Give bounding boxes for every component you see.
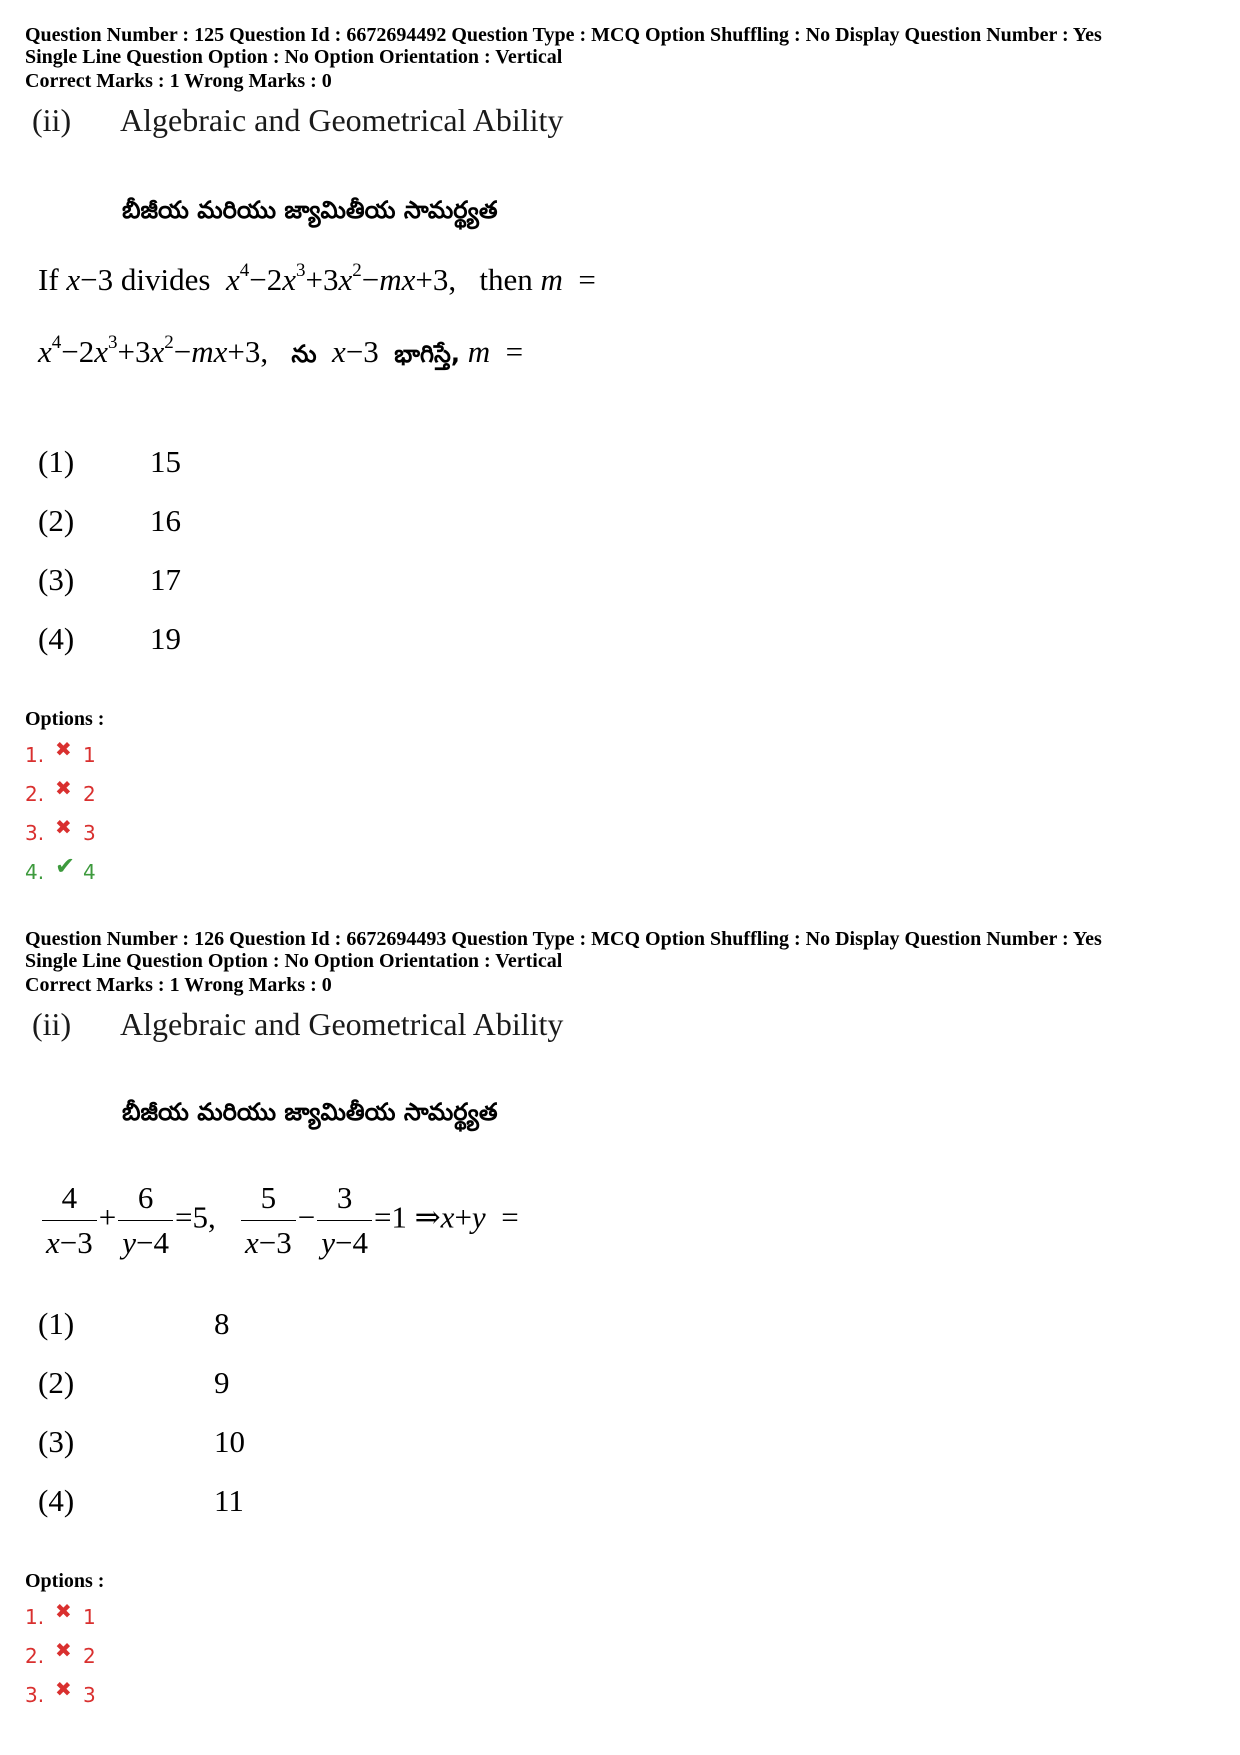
q125-te-nu: ను [291,340,317,368]
q125-question-english: If x−3 divides $x^4-2x^3+3x^2-mx+3$, then m = [38,260,596,297]
choice-value: 17 [150,562,181,597]
q126-section-number: (ii) [32,1006,72,1042]
cross-icon: ✖ [55,737,72,761]
q126-option-3 [25,1677,96,1707]
cross-icon: ✖ [55,1599,72,1623]
q126-option-2 [25,1638,96,1668]
choice-value: 10 [214,1424,245,1459]
check-icon: ✔ [55,852,76,880]
option-number: 2. [25,782,45,806]
cross-icon: ✖ [55,1638,72,1662]
option-number: 1. [25,743,45,767]
q126-section-title: Algebraic and Geometrical Ability [120,1006,564,1042]
q126-choice-4 [38,1483,244,1519]
q125-section-telugu: బీజీయ మరియు జ్యామితీయ సామర్థ్యత [122,196,498,224]
q125-option-4 [25,852,96,884]
q125-option-2 [25,776,96,806]
choice-value: 8 [214,1306,230,1341]
q126-section-heading [32,1006,563,1043]
option-value: 4 [83,860,96,884]
choice-value: 19 [150,621,181,656]
q125-meta-line2: Single Line Question Option : No Option Orientation : Vertical [25,46,563,68]
q126-question-equation: $\frac{4}{x-3}$ + $\frac{6}{y-4}$ =5, $\frac{5}{x-3}$ − $\frac{3}{y-4}$ =1 ⇒x+y = [40,1180,519,1261]
q126-option-1 [25,1599,96,1629]
q126-choice-1 [38,1306,230,1342]
q126-meta-line3: Correct Marks : 1 Wrong Marks : 0 [25,974,332,996]
q126-choice-3 [38,1424,245,1460]
q125-section-number: (ii) [32,102,72,138]
choice-number: (3) [38,562,75,597]
fraction: $\frac{5}{x-3}$ [241,1180,296,1261]
option-number: 2. [25,1644,45,1668]
choice-number: (4) [38,1483,75,1518]
cross-icon: ✖ [55,776,72,800]
choice-value: 15 [150,444,181,479]
fraction: $\frac{6}{y-4}$ [118,1180,173,1261]
option-number: 3. [25,821,45,845]
q125-meta-line3: Correct Marks : 1 Wrong Marks : 0 [25,70,332,92]
option-value: 1 [83,743,96,767]
q126-choice-2 [38,1365,230,1401]
q125-question-telugu: $x^4-2x^3+3x^2-mx+3$, ను x−3 భాగిస్తే, m = [38,332,524,369]
fraction: $\frac{4}{x-3}$ [42,1180,97,1261]
q126-meta-line1: Question Number : 126 Question Id : 6672694493 Question Type : MCQ Option Shuffling : No Display Question Number : Yes [25,928,1102,950]
cross-icon: ✖ [55,815,72,839]
option-number: 1. [25,1605,45,1629]
option-value: 1 [83,1605,96,1629]
choice-number: (2) [38,1365,75,1400]
option-value: 2 [83,1644,96,1668]
option-number: 3. [25,1683,45,1707]
choice-value: 9 [214,1365,230,1400]
q125-if: If [38,262,59,297]
q125-te-bhagiste: భాగిస్తే, [394,340,460,368]
q125-choice-3 [38,562,181,598]
q125-section-title: Algebraic and Geometrical Ability [120,102,564,138]
cross-icon: ✖ [55,1677,72,1701]
choice-number: (1) [38,444,75,479]
choice-number: (4) [38,621,75,656]
choice-value: 11 [214,1483,244,1518]
option-value: 3 [83,1683,96,1707]
q126-meta-line2: Single Line Question Option : No Option Orientation : Vertical [25,950,563,972]
option-number: 4. [25,860,45,884]
q125-option-1 [25,737,96,767]
choice-number: (1) [38,1306,75,1341]
choice-value: 16 [150,503,181,538]
q125-then: then [479,262,533,297]
q125-options-label: Options : [25,708,105,730]
q125-section-heading [32,102,563,139]
q126-section-telugu: బీజీయ మరియు జ్యామితీయ సామర్థ్యత [122,1098,498,1126]
q125-choice-4 [38,621,181,657]
q125-divides: divides [120,262,211,297]
choice-number: (2) [38,503,75,538]
q125-choice-2 [38,503,181,539]
fraction: $\frac{3}{y-4}$ [317,1180,372,1261]
q126-options-label: Options : [25,1570,105,1592]
option-value: 3 [83,821,96,845]
option-value: 2 [83,782,96,806]
q125-meta-line1: Question Number : 125 Question Id : 6672694492 Question Type : MCQ Option Shuffling : No Display Question Number : Yes [25,24,1102,46]
q125-choice-1 [38,444,181,480]
q125-option-3 [25,815,96,845]
choice-number: (3) [38,1424,75,1459]
